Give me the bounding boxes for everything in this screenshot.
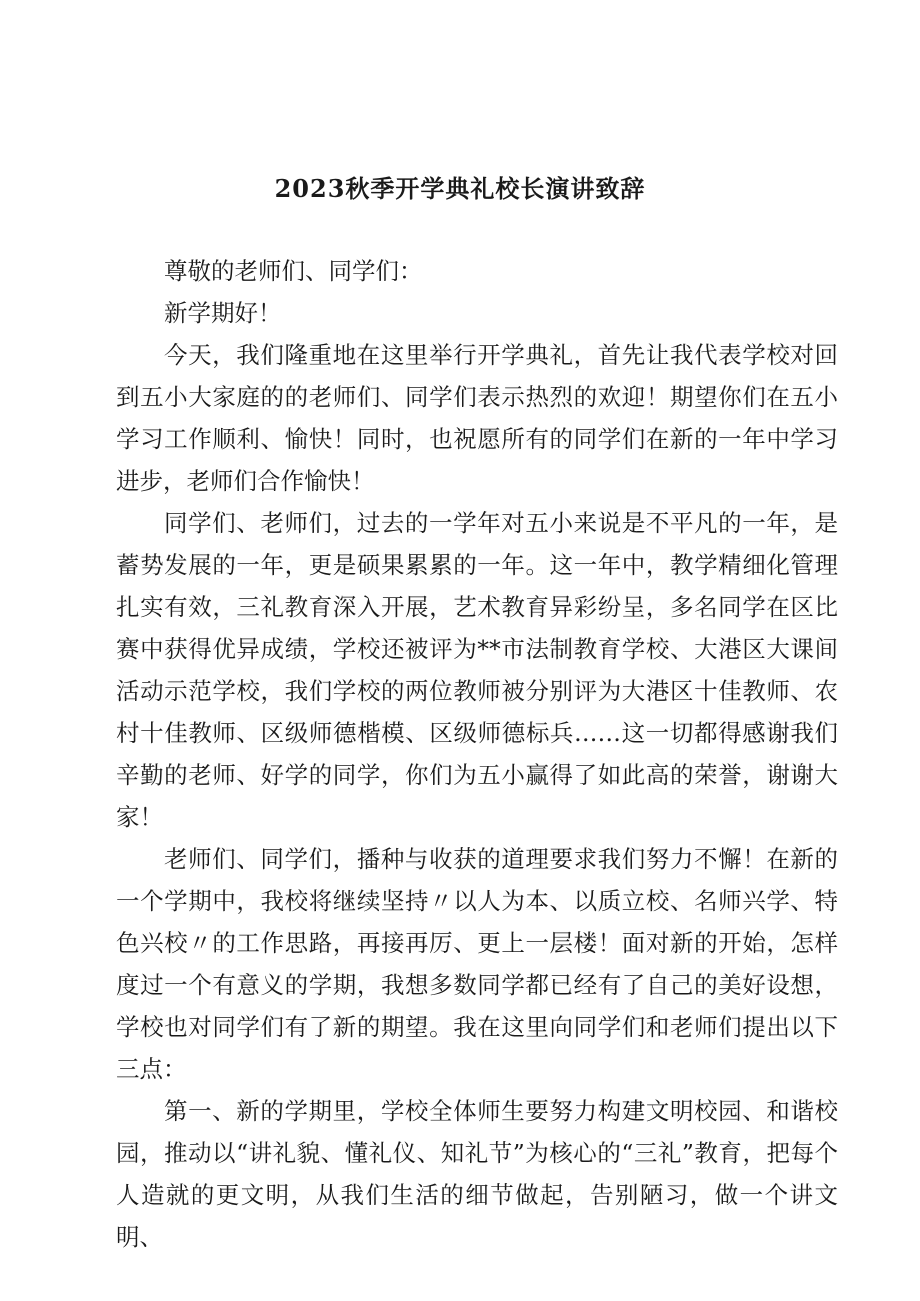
document-title: 2023秋季开学典礼校长演讲致辞 xyxy=(274,174,646,204)
paragraph-point-one: 第一、新的学期里，学校全体师生要努力构建文明校园、和谐校园，推动以“讲礼貌、懂礼仪、知礼节”为核心的“三礼”教育，把每个人造就的更文明，从我们生活的细节做起，告别陋习，做一个讲文明、 xyxy=(116,1097,838,1251)
document-body xyxy=(116,250,838,1258)
greeting: 新学期好！ xyxy=(164,299,282,327)
paragraph-new-semester: 老师们、同学们，播种与收获的道理要求我们努力不懈！在新的一个学期中，我校将继续坚持〃以人为本、以质立校、名师兴学、特色兴校〃的工作思路，再接再厉、更上一层楼！面对新的开始，怎样度过一个有意义的学期，我想多数同学都已经有了自己的美好设想，学校也对同学们有了新的期望。我在这里向同学们和老师们提出以下三点： xyxy=(116,845,838,1083)
paragraph-achievements: 同学们、老师们，过去的一学年对五小来说是不平凡的一年，是蓄势发展的一年，更是硕果累累的一年。这一年中，教学精细化管理扎实有效，三礼教育深入开展，艺术教育异彩纷呈，多名同学在区比赛中获得优异成绩，学校还被评为**市法制教育学校、大港区大课间活动示范学校，我们学校的两位教师被分别评为大港区十佳教师、农村十佳教师、区级师德楷模、区级师德标兵……这一切都得感谢我们辛勤的老师、好学的同学，你们为五小赢得了如此高的荣誉，谢谢大家！ xyxy=(116,509,838,831)
salutation: 尊敬的老师们、同学们： xyxy=(164,257,423,285)
paragraph-welcome: 今天，我们隆重地在这里举行开学典礼，首先让我代表学校对回到五小大家庭的的老师们、同学们表示热烈的欢迎！期望你们在五小学习工作顺利、愉快！同时，也祝愿所有的同学们在新的一年中学习进步，老师们合作愉快！ xyxy=(116,341,838,495)
